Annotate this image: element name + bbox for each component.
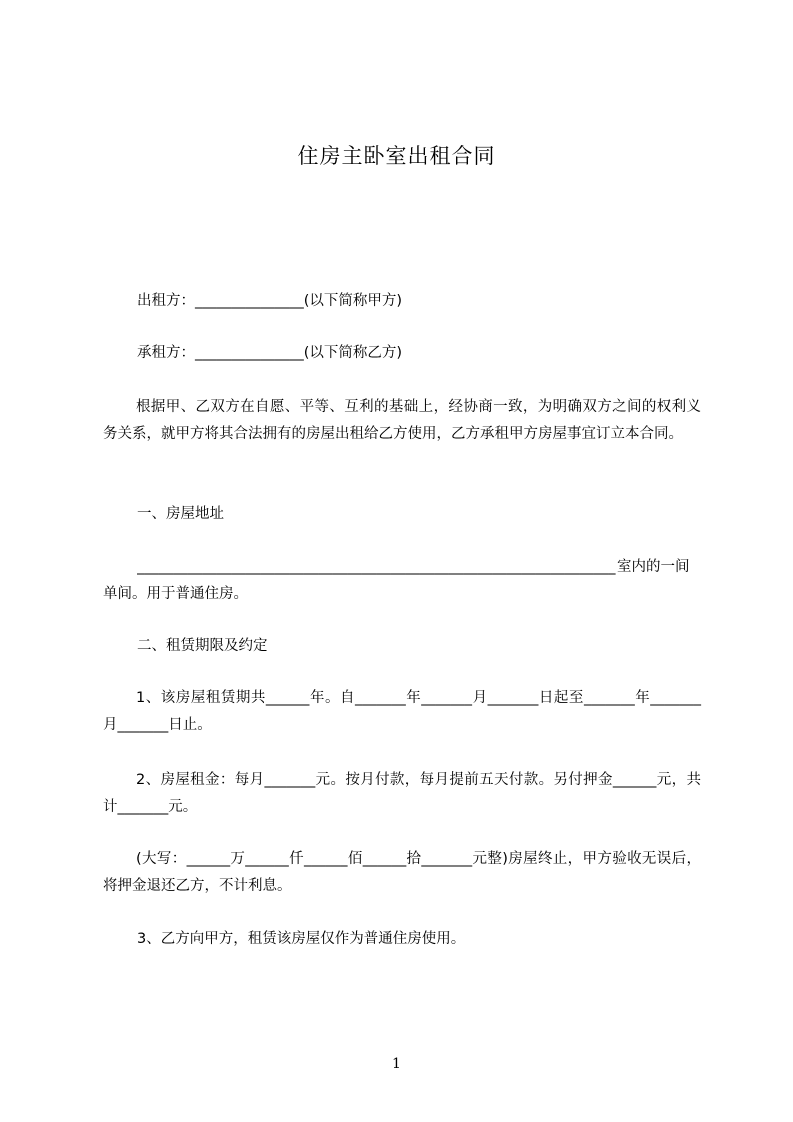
party-b-suffix: (以下简称乙方) bbox=[303, 345, 403, 361]
usage-clause: 3、乙方向甲方，租赁该房屋仅作为普通住房使用。 bbox=[137, 931, 466, 947]
page-number: 1 bbox=[392, 1056, 401, 1072]
address-suffix: 室内的一间 bbox=[617, 559, 690, 575]
intro-paragraph: 根据甲、乙双方在自愿、平等、互利的基础上，经协商一致，为明确双方之间的权利义务关系，就甲方将其合法拥有的房屋出租给乙方使用，乙方承租甲方房屋事宜订立本合同。 bbox=[103, 399, 701, 442]
party-a-label: 出租方： bbox=[137, 293, 195, 309]
party-a-blank: _______________ bbox=[195, 293, 304, 309]
term-clause: 1、该房屋租赁期共______年。自_______年_______月_______日起至_______年_______月_______日止。 bbox=[103, 690, 701, 733]
section1-heading: 一、房屋地址 bbox=[137, 506, 224, 522]
address-usage: 单间。用于普通住房。 bbox=[103, 586, 248, 602]
party-a-suffix: (以下简称甲方) bbox=[303, 293, 403, 309]
deposit-clause: (大写：______万______仟______佰______拾_______元整)房屋终止，甲方验收无误后，将押金退还乙方，不计利息。 bbox=[103, 851, 701, 894]
address-line bbox=[137, 557, 701, 577]
party-a-line bbox=[137, 291, 735, 311]
party-b-blank: _______________ bbox=[195, 345, 304, 361]
rent-clause: 2、房屋租金：每月_______元。按月付款，每月提前五天付款。另付押金______元，共计_______元。 bbox=[103, 772, 701, 815]
section2-heading: 二、租赁期限及约定 bbox=[137, 638, 268, 654]
address-blank: __________________________________________________________________ bbox=[137, 559, 616, 575]
document-title: 住房主卧室出租合同 bbox=[297, 144, 496, 168]
party-b-line bbox=[137, 343, 735, 363]
party-b-label: 承租方： bbox=[137, 345, 195, 361]
